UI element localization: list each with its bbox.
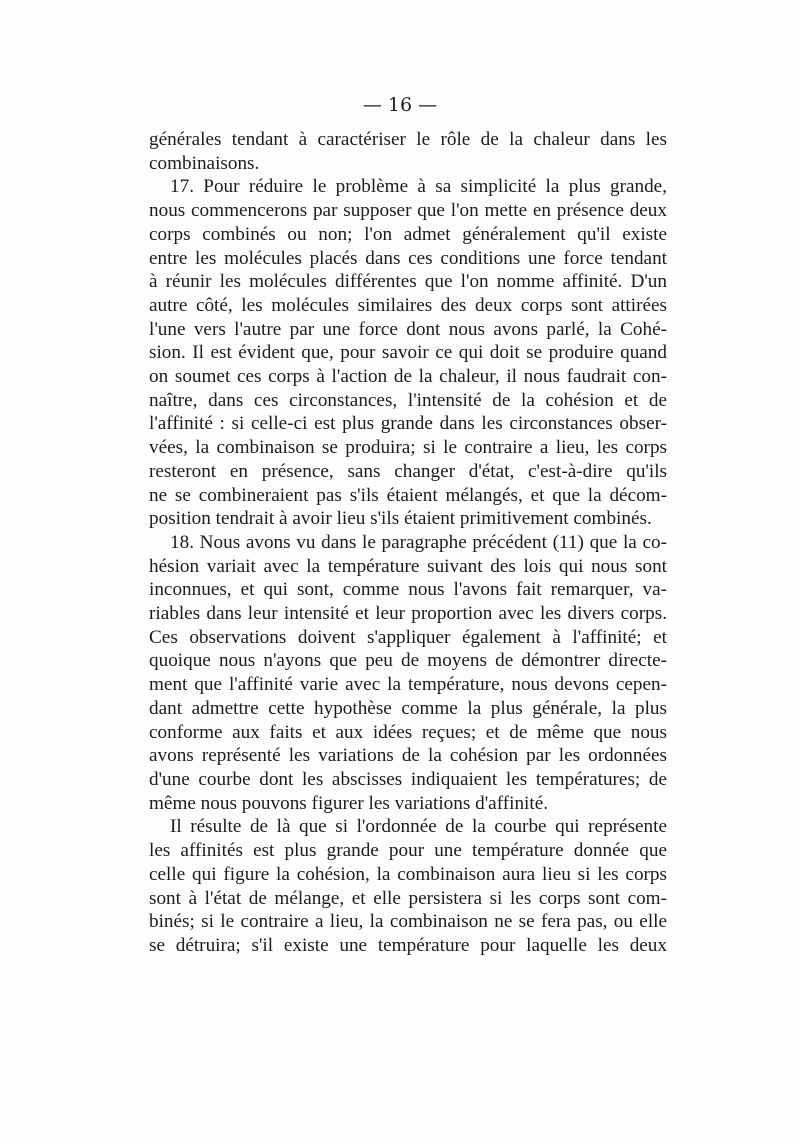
text-line: binés; si le contraire a lieu, la combinaison ne se fera pas, ou elle: [149, 911, 667, 933]
text-line: celle qui figure la cohésion, la combinaison aura lieu si les corps: [149, 863, 667, 885]
text-line: l'affinité : si celle-ci est plus grande dans les circonstances obser-: [149, 413, 667, 435]
text-line: corps combinés ou non; l'on admet généralement qu'il existe: [149, 223, 667, 245]
text-line: nous commencerons par supposer que l'on mette en présence deux: [149, 200, 667, 222]
text-line: Ces observations doivent s'appliquer également à l'affinité; et: [149, 626, 667, 648]
text-line: les affinités est plus grande pour une température donnée que: [149, 840, 667, 862]
text-line: naître, dans ces circonstances, l'intensité de la cohésion et de: [149, 389, 667, 411]
text-line: dant admettre cette hypothèse comme la plus générale, la plus: [149, 697, 667, 719]
text-line: on soumet ces corps à l'action de la chaleur, il nous faudrait con-: [149, 366, 667, 388]
text-line: avons représenté les variations de la cohésion par les ordonnées: [149, 745, 667, 767]
text-line: resteront en présence, sans changer d'état, c'est-à-dire qu'ils: [149, 460, 667, 482]
text-line: conforme aux faits et aux idées reçues; et de même que nous: [149, 721, 667, 743]
text-line: générales tendant à caractériser le rôle de la chaleur dans les: [149, 129, 667, 150]
text-line: entre les molécules placés dans ces conditions une force tendant: [149, 247, 667, 269]
page-number: — 16 —: [362, 94, 438, 116]
body-text: [149, 128, 667, 958]
text-line: l'une vers l'autre par une force dont nous avons parlé, la Cohé-: [149, 318, 667, 340]
text-line: d'une courbe dont les abscisses indiquaient les températures; de: [149, 768, 667, 790]
text-line: inconnues, et qui sont, comme nous l'avons fait remarquer, va-: [149, 579, 667, 601]
text-line: hésion variait avec la température suivant des lois qui nous sont: [149, 555, 667, 577]
text-line: quoique nous n'ayons que peu de moyens de démontrer directe-: [149, 650, 667, 672]
text-line: position tendrait à avoir lieu s'ils étaient primitivement combinés.: [149, 508, 652, 530]
text-line: sont à l'état de mélange, et elle persistera si les corps sont com-: [149, 887, 667, 909]
text-line: se détruira; s'il existe une température pour laquelle les deux: [149, 934, 667, 956]
text-line: ne se combineraient pas s'ils étaient mélangés, et que la décom-: [149, 484, 667, 506]
text-line: 17. Pour réduire le problème à sa simplicité la plus grande,: [170, 176, 667, 198]
text-line: sion. Il est évident que, pour savoir ce qui doit se produire quand: [149, 342, 667, 364]
text-line: ment que l'affinité varie avec la température, nous devons cepen-: [149, 674, 667, 696]
text-line: vées, la combinaison se produira; si le contraire a lieu, les corps: [149, 437, 667, 459]
text-line: 18. Nous avons vu dans le paragraphe précédent (11) que la co-: [170, 531, 667, 553]
text-line: même nous pouvons figurer les variations d'affinité.: [149, 792, 549, 814]
text-line: riables dans leur intensité et leur proportion avec les divers corps.: [149, 603, 667, 625]
text-line: autre côté, les molécules similaires des deux corps sont attirées: [149, 294, 667, 316]
text-line: à réunir les molécules différentes que l'on nomme affinité. D'un: [149, 271, 667, 293]
text-line: Il résulte de là que si l'ordonnée de la courbe qui représente: [170, 816, 667, 838]
text-line: combinaisons.: [149, 152, 260, 174]
